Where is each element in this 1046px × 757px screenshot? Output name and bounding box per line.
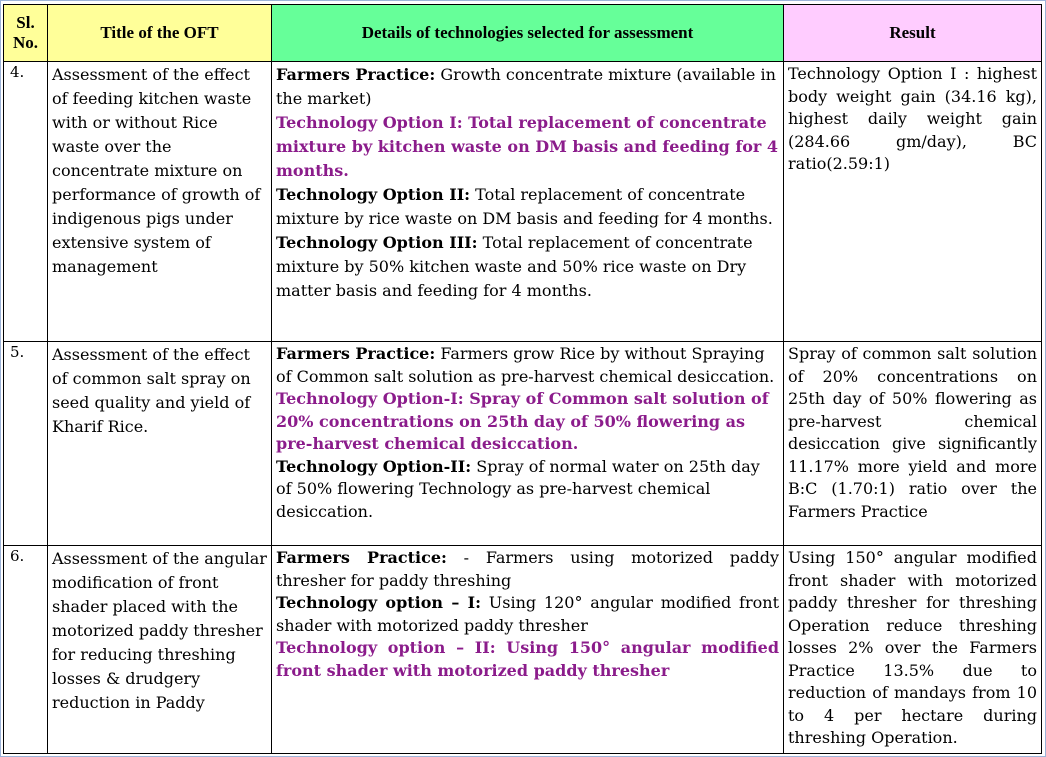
farmers-practice-label: Farmers Practice: — [276, 344, 436, 363]
header-details: Details of technologies selected for assessment — [272, 5, 784, 62]
technology-option-1-label: Technology option – I: — [276, 593, 481, 612]
row-details — [272, 546, 784, 754]
row-details — [272, 62, 784, 342]
row-title: Assessment of the angular modification of front shader placed with the motorized paddy thresher for reducing threshing losses & drudgery reduction in Paddy — [48, 546, 272, 754]
row-sl-no: 5. — [4, 342, 48, 546]
header-result: Result — [784, 5, 1042, 62]
technology-option-2-label: Technology Option-II: — [276, 456, 472, 476]
table-row — [4, 546, 1042, 754]
row-result: Spray of common salt solution of 20% concentrations on 25th day of 50% flowering as pre-harvest chemical desiccation give significantly 11.17% more yield and more B:C (1.70:1) ratio over the Farmers Practice — [784, 342, 1042, 546]
table-row — [4, 342, 1042, 546]
header-title: Title of the OFT — [48, 5, 272, 62]
row-result: Technology Option I : highest body weight gain (34.16 kg), highest daily weight gain (284.66 gm/day), BC ratio(2.59:1) — [784, 62, 1042, 342]
row-result: Using 150° angular modified front shader with motorized paddy thresher for threshing Operation reduce threshing losses 2% over the Farmers Practice 13.5% due to reduction of mandays from 10 to 4 per hectare during threshing Operation. — [784, 546, 1042, 754]
technology-option-1-text: Using 120° angular modified front shader with motorized paddy thresher — [276, 593, 779, 635]
oft-table — [3, 4, 1042, 754]
technology-option-3-label: Technology Option III: — [276, 233, 478, 252]
header-sl-no: Sl. No. — [4, 5, 48, 62]
farmers-practice-label: Farmers Practice: — [276, 548, 447, 567]
technology-option-2-text: Spray of normal water on 25th day of 50% flowering Technology as pre-harvest chemical desiccation. — [276, 456, 760, 521]
row-title: Assessment of the effect of feeding kitchen waste with or without Rice waste over the concentrate mixture on performance of growth of indigenous pigs under extensive system of management — [48, 62, 272, 342]
farmers-practice-label: Farmers Practice: — [276, 65, 436, 84]
technology-option-1: Technology Option-I: Spray of Common salt solution of 20% concentrations on 25th day of 50% flowering as pre-harvest chemical desiccation. — [276, 389, 769, 453]
row-details — [272, 342, 784, 546]
farmers-practice-text: Growth concentrate mixture (available in the market) — [276, 65, 776, 108]
technology-option-2-label: Technology Option II: — [276, 185, 471, 204]
row-sl-no: 4. — [4, 62, 48, 342]
row-title: Assessment of the effect of common salt spray on seed quality and yield of Kharif Rice. — [48, 342, 272, 546]
farmers-practice-text: - Farmers using motorized paddy thresher for paddy threshing — [276, 548, 779, 590]
technology-option-2-text: Total replacement of concentrate mixture by rice waste on DM basis and feeding for 4 months. — [276, 185, 773, 228]
technology-option-2: Technology option – II: Using 150° angular modified front shader with motorized paddy thresher — [276, 638, 779, 680]
technology-option-3-text: Total replacement of concentrate mixture by 50% kitchen waste and 50% rice waste on Dry matter basis and feeding for 4 months. — [276, 233, 753, 300]
table-row — [4, 62, 1042, 342]
header-row — [4, 5, 1042, 62]
row-sl-no: 6. — [4, 546, 48, 754]
technology-option-1: Technology Option I: Total replacement of concentrate mixture by kitchen waste on DM basis and feeding for 4 months. — [276, 113, 778, 180]
farmers-practice-text: Farmers grow Rice by without Spraying of Common salt solution as pre-harvest chemical desiccation. — [276, 344, 775, 386]
